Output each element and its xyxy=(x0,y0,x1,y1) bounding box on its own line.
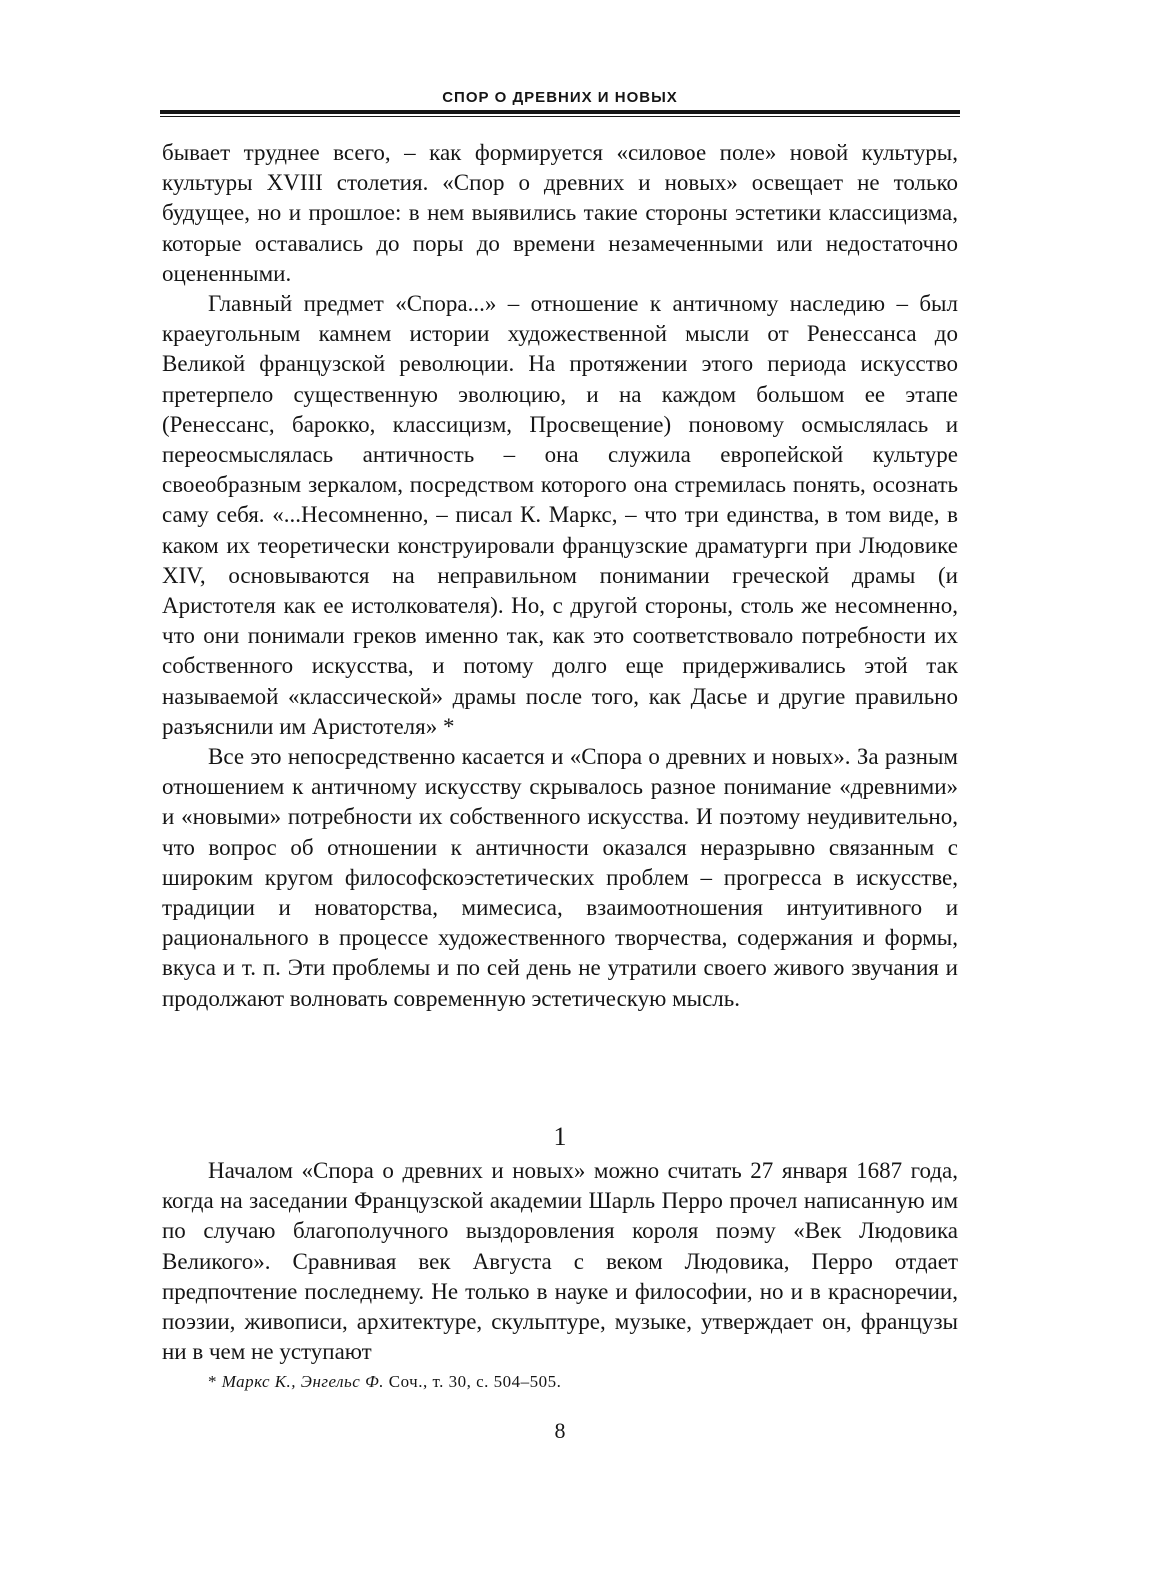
footnote-source: Соч., т. 30, с. 504–505. xyxy=(388,1372,562,1391)
footnote xyxy=(208,1372,908,1392)
paragraph-continuation: бывает труднее всего, – как формируется «силовое поле» новой культуры, культуры XVIII столетия. «Спор о древних и новых» освещает не только будущее, но и прошлое: в нем выявились такие стороны эстетики классицизма, которые оставались до поры до времени незамеченными или недостаточно оцененными. xyxy=(162,140,958,286)
paragraph: Главный предмет «Спора...» – отношение к античному наследию – был краеугольным камнем истории художественной мысли от Ренессанса до Великой французской революции. На протяжении этого периода искусство претерпело существенную эволюцию, и на каждом большом ее этапе (Ренессанс, барокко, классицизм, Просвещение) поновому осмыслялась и переосмыслялась античность – она служила европейской культуре своеобразным зеркалом, посредством которого она стремилась понять, осознать саму себя. «...Несомненно, – писал К. Маркс, – что три единства, в том виде, в каком их теоретически конструировали французские драматурги при Людовике XIV, основываются на неправильном понимании греческой драмы (и Аристотеля как ее истолкователя). Но, с другой стороны, столь же несомненно, что они понимали греков именно так, как это соответствовало потребности их собственного искусства, и потому долго еще придерживались этой так называемой «классической» драмы после того, как Дасье и другие правильно разъяснили им Аристотеля» * xyxy=(162,291,958,739)
section-text-block xyxy=(162,1156,958,1367)
header-rule-thick xyxy=(160,110,960,114)
footnote-authors: Маркс К., Энгельс Ф. xyxy=(221,1372,384,1391)
section-number: 1 xyxy=(553,1122,567,1151)
paragraph: Все это непосредственно касается и «Спора о древних и новых». За разным отношением к античному искусству скрывалось разное понимание «древними» и «новыми» потребности их собственного искусства. И поэтому неудивительно, что вопрос об отношении к античности оказался неразрывно связанным с широким кругом философскоэстетических проблем – прогресса в искусстве, традиции и новаторства, мимесиса, взаимоотношения интуитивного и рационального в процессе художественного творчества, содержания и формы, вкуса и т. п. Эти проблемы и по сей день не утратили своего живого звучания и продолжают волновать современную эстетическую мысль. xyxy=(162,744,958,1011)
main-text-block xyxy=(162,138,958,1014)
paragraph: Началом «Спора о древних и новых» можно считать 27 января 1687 года, когда на заседании Французской академии Шарль Перро прочел написанную им по случаю благополучного выздоровления короля поэму «Век Людовика Великого». Сравнивая век Августа с веком Людовика, Перро отдает предпочтение последнему. Не только в науке и философии, но и в красноречии, поэзии, живописи, архитектуре, скульптуре, музыке, утверждает он, французы ни в чем не уступают xyxy=(162,1158,958,1365)
running-title: СПОР О ДРЕВНИХ И НОВЫХ xyxy=(442,89,678,106)
page-number: 8 xyxy=(554,1418,566,1443)
footnote-marker: * xyxy=(208,1372,217,1391)
header-rule-thin xyxy=(160,116,960,117)
